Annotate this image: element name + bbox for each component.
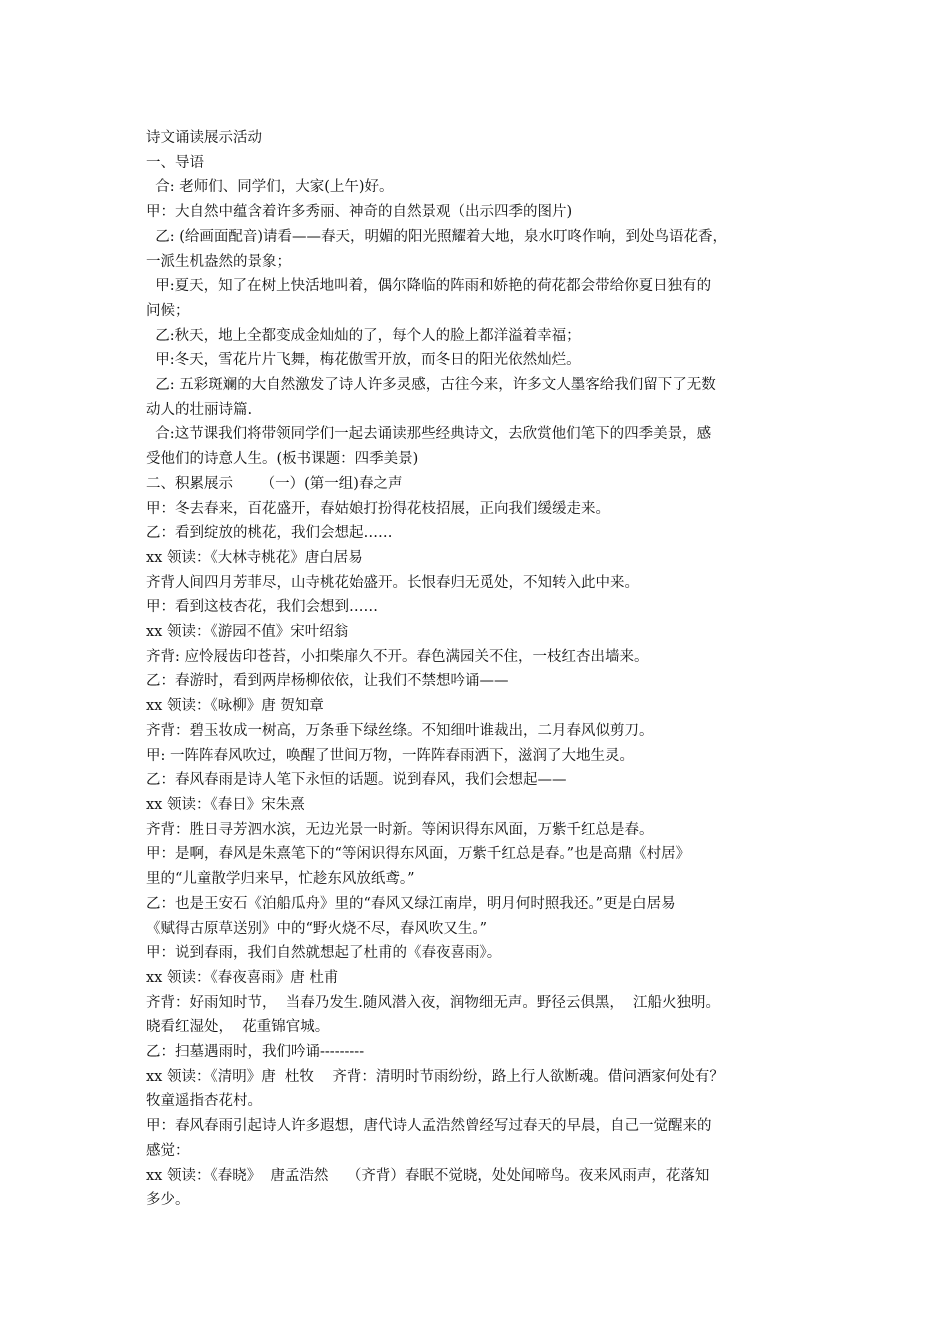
text-line: 乙：春风春雨是诗人笔下永恒的话题。说到春风，我们会想起—— — [146, 772, 567, 789]
text-line: 乙：也是王安石《泊船瓜舟》里的“春风又绿江南岸，明月何时照我还。”更是白居易 — [146, 895, 676, 912]
text-line: 甲：冬去春来，百花盛开，春姑娘打扮得花枝招展，正向我们缓缓走来。 — [146, 500, 610, 517]
text-line: 甲：说到春雨，我们自然就想起了杜甫的《春夜喜雨》。 — [146, 945, 502, 962]
text-line: 齐背：碧玉妆成一树高，万条垂下绿丝绦。不知细叶谁裁出，二月春风似剪刀。 — [146, 722, 654, 739]
text-line: 齐背：好雨知时节， 当春乃发生.随风潜入夜，润物细无声。野径云俱黑， 江船火独明。 — [146, 994, 721, 1011]
text-line: 问候； — [146, 302, 190, 319]
text-line: xx 领读：《春夜喜雨》唐 杜甫 — [146, 969, 339, 986]
text-line: 齐背人间四月芳菲尽，山寺桃花始盛开。长恨春归无觅处，不知转入此中来。 — [146, 574, 639, 591]
text-line: 甲:夏天，知了在树上快活地叫着，偶尔降临的阵雨和娇艳的荷花都会带给你夏日独有的 — [146, 278, 712, 295]
text-line: 一、导语 — [146, 154, 204, 171]
text-line: 二、积累展示 （一）(第一组)春之声 — [146, 475, 403, 492]
text-line: 甲：是啊，春风是朱熹笔下的“等闲识得东风面，万紫千红总是春。”也是高鼎《村居》 — [146, 846, 691, 863]
text-line: 多少。 — [146, 1192, 190, 1209]
text-line: 《赋得古原草送别》中的“野火烧不尽，春风吹又生。” — [146, 920, 488, 937]
text-line: 乙:秋天，地上全都变成金灿灿的了，每个人的脸上都洋溢着幸福； — [146, 327, 581, 344]
text-line: 动人的壮丽诗篇. — [146, 401, 253, 418]
text-line: 合:这节课我们将带领同学们一起去诵读那些经典诗文，去欣赏他们笔下的四季美景，感 — [146, 426, 712, 443]
text-line: 乙: (给画面配音)请看——春天，明媚的阳光照耀着大地，泉水叮咚作响，到处鸟语花香， — [146, 228, 728, 245]
text-line: 里的“儿童散学归来早，忙趁东风放纸鸢。” — [146, 871, 415, 888]
text-line: 甲: 一阵阵春风吹过，唤醒了世间万物，一阵阵春雨洒下，滋润了大地生灵。 — [146, 747, 634, 764]
text-line: xx 领读：《春日》宋朱熹 — [146, 796, 305, 813]
text-line: xx 领读：《春晓》 唐孟浩然 （齐背）春眠不觉晓，处处闻啼鸟。夜来风雨声，花落知 — [146, 1167, 710, 1184]
text-line: 乙: 五彩斑斓的大自然激发了诗人许多灵感，古往今来，许多文人墨客给我们留下了无数 — [146, 377, 716, 394]
text-line: 乙：春游时，看到两岸杨柳依依，让我们不禁想吟诵—— — [146, 673, 509, 690]
document-body — [146, 126, 814, 1213]
text-line: 甲：大自然中蕴含着许多秀丽、神奇的自然景观（出示四季的图片) — [146, 204, 573, 221]
text-line: xx 领读：《咏柳》唐 贺知章 — [146, 698, 324, 715]
text-line: 甲:冬天，雪花片片飞舞，梅花傲雪开放，而冬日的阳光依然灿烂。 — [146, 352, 581, 369]
text-line: 甲：看到这枝杏花，我们会想到…… — [146, 599, 378, 616]
text-line: 一派生机盎然的景象； — [146, 253, 291, 270]
text-line: 晓看红湿处， 花重锦官城。 — [146, 1019, 330, 1036]
text-line: xx 领读：《游园不值》宋叶绍翁 — [146, 624, 349, 641]
text-line: 乙：看到绽放的桃花，我们会想起…… — [146, 525, 393, 542]
text-line: 牧童遥指杏花村。 — [146, 1093, 262, 1110]
text-line: 合: 老师们、同学们，大家(上午)好。 — [146, 179, 394, 196]
text-line: 诗文诵读展示活动 — [146, 130, 262, 146]
text-line: 齐背: 应怜屐齿印苍苔，小扣柴扉久不开。春色满园关不住，一枝红杏出墙来。 — [146, 648, 649, 665]
text-line: 受他们的诗意人生。(板书课题：四季美景) — [146, 451, 419, 468]
text-line: 乙：扫墓遇雨时，我们吟诵--------- — [146, 1044, 365, 1061]
text-line: 感觉： — [146, 1142, 190, 1159]
text-line: 甲：春风春雨引起诗人许多遐想，唐代诗人孟浩然曾经写过春天的早晨，自己一觉醒来的 — [146, 1118, 712, 1135]
text-line: xx 领读：《清明》唐 杜牧 齐背：清明时节雨纷纷，路上行人欲断魂。借问酒家何处有？ — [146, 1068, 724, 1085]
text-line: 齐背：胜日寻芳泗水滨，无边光景一时新。等闲识得东风面，万紫千红总是春。 — [146, 821, 654, 838]
text-line: xx 领读：《大林寺桃花》唐白居易 — [146, 549, 363, 566]
